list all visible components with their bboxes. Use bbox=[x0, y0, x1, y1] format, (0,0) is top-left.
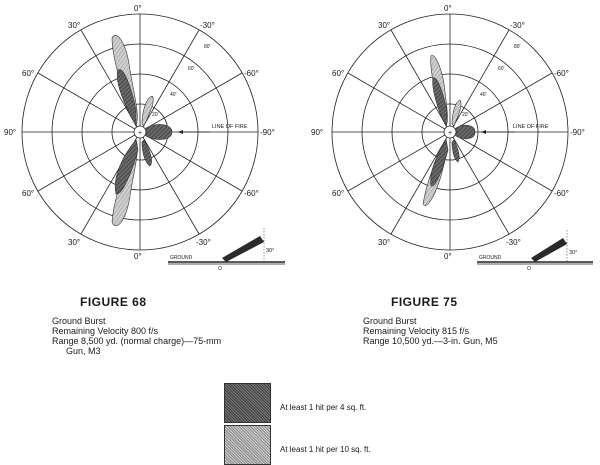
angle-label-0-bottom: 0° bbox=[444, 252, 452, 261]
angle-label-neg60-right-lower: -60° bbox=[554, 189, 569, 198]
origin-label: O bbox=[218, 266, 222, 272]
line-of-fire-label: LINE OF FIRE bbox=[212, 124, 248, 130]
lobe-upper-right bbox=[142, 96, 153, 126]
ground-label: GROUND bbox=[170, 255, 193, 261]
shell-inset-75 bbox=[477, 230, 593, 272]
angle-label-90-left: 90° bbox=[4, 128, 17, 137]
ring-label-80: 80' bbox=[204, 44, 211, 50]
legend-item-sparse bbox=[224, 425, 584, 465]
angle-label-30-bottom: 30° bbox=[378, 238, 391, 247]
legend-label-dense: At least 1 hit per 4 sq. ft. bbox=[280, 403, 367, 412]
caption-68 bbox=[52, 297, 221, 356]
arrow-head-icon bbox=[178, 130, 183, 134]
angle-label-neg60-right-lower: -60° bbox=[244, 189, 259, 198]
ground-label: GROUND bbox=[479, 255, 502, 261]
figure-title: FIGURE 75 bbox=[391, 295, 458, 309]
caption-line: Ground Burst bbox=[52, 316, 106, 326]
arrow-head-icon bbox=[481, 130, 486, 134]
angle-label-0-top: 0° bbox=[134, 4, 142, 13]
angle-label-neg90-right: -90° bbox=[260, 128, 275, 137]
lobe-right bbox=[456, 125, 475, 139]
ring-label-20: 20' bbox=[152, 112, 159, 118]
caption-line: Range 8,500 yd. (normal charge)—75-mm bbox=[52, 336, 222, 346]
burst-plus-icon: + bbox=[138, 130, 143, 137]
figure-68 bbox=[0, 0, 300, 380]
angle-label-60-left-lower: 60° bbox=[332, 189, 345, 198]
shell-inset-68 bbox=[168, 228, 285, 272]
sparse-pattern-swatch bbox=[224, 425, 271, 465]
ring-label-60: 60' bbox=[188, 66, 195, 72]
caption-line: Range 10,500 yd.—3-in. Gun, M5 bbox=[363, 336, 498, 346]
dense-pattern-swatch bbox=[224, 383, 271, 423]
angle-label-neg60-right: -60° bbox=[244, 69, 259, 78]
caption-line: Remaining Velocity 815 f/s bbox=[363, 326, 470, 336]
ring-label-60: 60' bbox=[498, 66, 505, 72]
legend bbox=[224, 383, 594, 463]
angle-label-30-top: 30° bbox=[68, 21, 81, 30]
angle-label-60-left: 60° bbox=[332, 69, 345, 78]
angle-label-neg30-top: -30° bbox=[510, 21, 525, 30]
ring-label-80: 80' bbox=[514, 44, 521, 50]
lobe-right bbox=[146, 125, 172, 140]
angle-label-neg30-bottom: -30° bbox=[196, 238, 211, 247]
polar-diagram-75 bbox=[305, 0, 600, 290]
caption-line: Gun, M3 bbox=[66, 346, 101, 356]
figure-title: FIGURE 68 bbox=[80, 295, 147, 309]
tilt-angle-label: 30° bbox=[569, 250, 578, 256]
caption-line: Remaining Velocity 800 f/s bbox=[52, 326, 159, 336]
angle-label-90-left: 90° bbox=[311, 128, 324, 137]
legend-label-sparse: At least 1 hit per 10 sq. ft. bbox=[280, 445, 371, 454]
angle-label-30-top: 30° bbox=[378, 21, 391, 30]
figure-75 bbox=[305, 0, 600, 380]
legend-item-dense bbox=[224, 383, 584, 423]
tilt-angle-label: 30° bbox=[266, 248, 275, 254]
angle-label-0-bottom: 0° bbox=[134, 252, 142, 261]
polar-diagram-68 bbox=[0, 0, 300, 290]
angle-label-30-bottom: 30° bbox=[68, 238, 81, 247]
angle-label-neg90-right: -90° bbox=[570, 128, 585, 137]
angle-label-60-left: 60° bbox=[22, 69, 35, 78]
caption-75 bbox=[363, 297, 498, 346]
shell-icon bbox=[222, 236, 264, 262]
angle-label-0-top: 0° bbox=[444, 4, 452, 13]
line-of-fire-label: LINE OF FIRE bbox=[513, 124, 549, 130]
angle-label-neg30-bottom: -30° bbox=[506, 238, 521, 247]
burst-plus-icon: + bbox=[448, 130, 453, 137]
origin-label: O bbox=[527, 266, 531, 272]
angle-label-60-left-lower: 60° bbox=[22, 189, 35, 198]
ring-label-40: 40' bbox=[170, 92, 177, 98]
caption-line: Ground Burst bbox=[363, 316, 417, 326]
ring-label-40: 40' bbox=[480, 92, 487, 98]
ring-label-20: 20' bbox=[462, 112, 469, 118]
lobe-lower-right bbox=[452, 140, 459, 162]
angle-label-neg30-top: -30° bbox=[200, 21, 215, 30]
angle-label-neg60-right: -60° bbox=[554, 69, 569, 78]
shell-icon bbox=[531, 238, 567, 262]
